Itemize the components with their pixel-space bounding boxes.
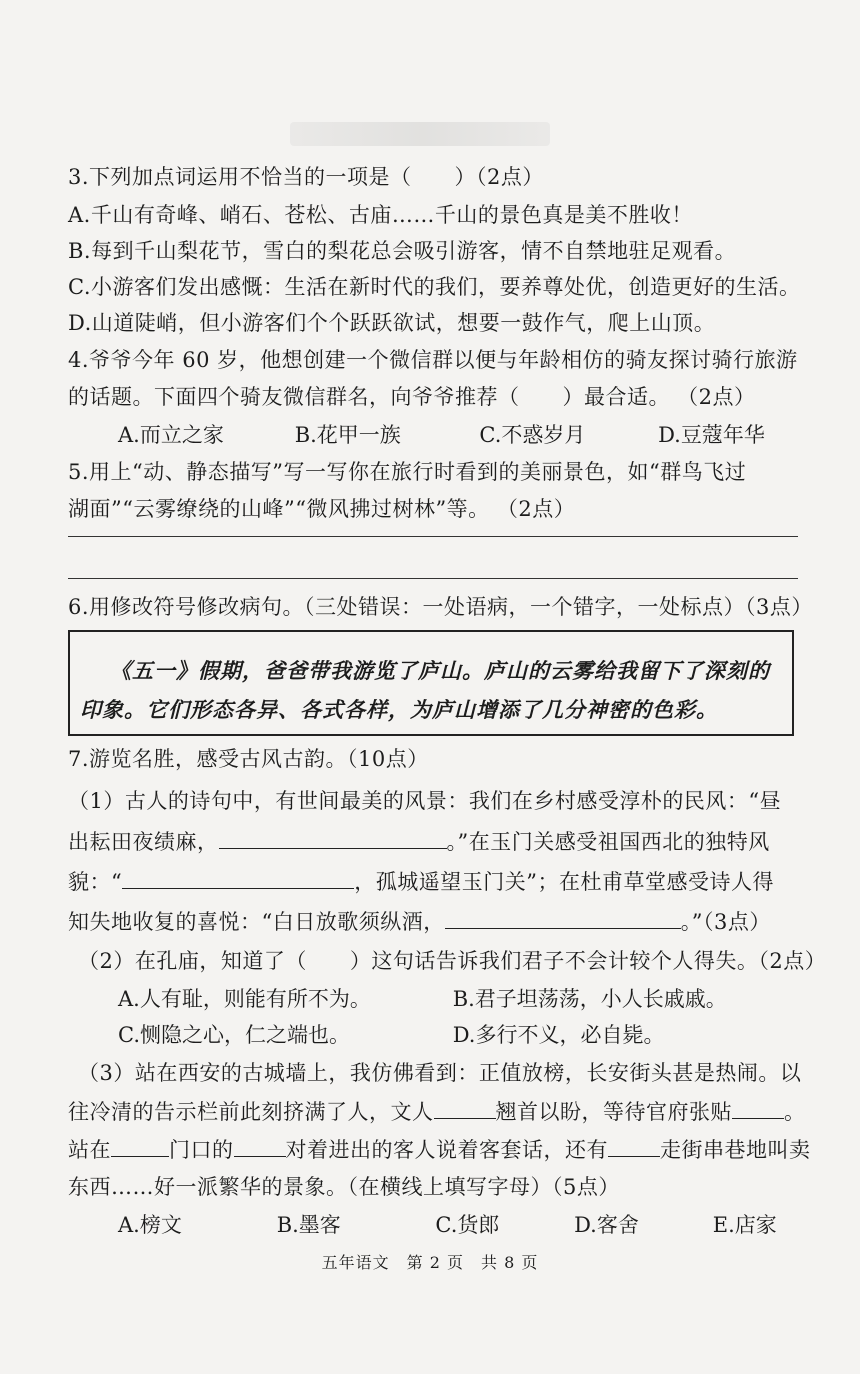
q7-part3-line1: （3）站在西安的古城墙上，我仿佛看到：正值放榜，长安街头甚是热闹。以 bbox=[78, 1061, 802, 1085]
page-footer: 五年语文 第 2 页 共 8 页 bbox=[321, 1253, 539, 1272]
q4-options bbox=[118, 420, 765, 450]
q7-part1-line3 bbox=[68, 866, 774, 897]
fill-blank-1[interactable] bbox=[219, 826, 447, 849]
fill-blank-3[interactable] bbox=[445, 906, 681, 929]
q4-option-b: B.花甲一族 bbox=[294, 423, 401, 447]
q6-stem: 6.用修改符号修改病句。（三处错误：一处语病，一个错字，一处标点）（3点） bbox=[68, 595, 813, 619]
q7-part3-option-c: C.货郎 bbox=[435, 1213, 500, 1237]
q7-part1-text-d: ，孤城遥望玉门关”；在杜甫草堂感受诗人得 bbox=[354, 870, 774, 894]
q4-stem-line2: 的话题。下面四个骑友微信群名，向爷爷推荐（ ）最合适。 （2点） bbox=[68, 385, 756, 409]
fill-blank-4[interactable] bbox=[434, 1096, 496, 1119]
q7-part2-option-a: A.人有耻，则能有所不为。 bbox=[118, 987, 371, 1011]
sentence-line-1: 《五一》假期，爸爸带我游览了庐山。庐山的云雾给我留下了深刻的 bbox=[110, 659, 770, 683]
fill-blank-5[interactable] bbox=[732, 1096, 784, 1119]
q7-part3-option-d: D.客舍 bbox=[574, 1213, 639, 1237]
q7-part3-text-d: 站在 bbox=[68, 1138, 111, 1162]
q7-part1-text-e: 知失地收复的喜悦：“白日放歌须纵酒， bbox=[68, 910, 445, 934]
q3-option-a: A.千山有奇峰、峭石、苍松、古庙……千山的景色真是美不胜收！ bbox=[68, 203, 693, 227]
q7-part3-line3 bbox=[68, 1134, 811, 1165]
fill-blank-2[interactable] bbox=[122, 866, 354, 889]
q7-part1-text-a: 出耘田夜绩麻， bbox=[68, 830, 219, 854]
answer-line-1[interactable] bbox=[68, 536, 798, 537]
q7-part3-text-b: 翘首以盼，等待官府张贴 bbox=[495, 1100, 732, 1124]
q4-option-a: A.而立之家 bbox=[118, 423, 224, 447]
q4-option-c: C.不惑岁月 bbox=[479, 423, 586, 447]
q7-part2-option-b: B.君子坦荡荡，小人长戚戚。 bbox=[452, 987, 727, 1011]
q7-part2-option-c: C.恻隐之心，仁之端也。 bbox=[118, 1023, 350, 1047]
q7-part1-line4 bbox=[68, 906, 771, 937]
fill-blank-6[interactable] bbox=[111, 1134, 169, 1157]
q7-part2-option-d: D.多行不义，必自毙。 bbox=[452, 1023, 665, 1047]
sentence-box bbox=[68, 630, 794, 736]
faded-section-header bbox=[290, 122, 550, 146]
q7-part3-option-b: B.墨客 bbox=[276, 1213, 341, 1237]
fill-blank-7[interactable] bbox=[234, 1134, 286, 1157]
q7-part1-text-f: 。”（3点） bbox=[680, 910, 771, 934]
q3-option-d: D.山道陡峭，但小游客们个个跃跃欲试，想要一鼓作气，爬上山顶。 bbox=[68, 311, 716, 335]
q7-part1-line2 bbox=[68, 826, 770, 857]
q3-option-c: C.小游客们发出感慨：生活在新时代的我们，要养尊处优，创造更好的生活。 bbox=[68, 275, 801, 299]
sentence-line-2: 印象。它们形态各异、各式各样，为庐山增添了几分神密的色彩。 bbox=[80, 698, 718, 722]
q7-part3-text-g: 走街串巷地叫卖 bbox=[660, 1138, 811, 1162]
q7-part3-line4: 东西……好一派繁华的景象。（在横线上填写字母）（5点） bbox=[68, 1175, 620, 1199]
q7-part3-option-a: A.榜文 bbox=[118, 1213, 182, 1237]
q7-part1-text-c: 貌：“ bbox=[68, 870, 123, 894]
answer-line-2[interactable] bbox=[68, 578, 798, 579]
q7-part3-text-f: 对着进出的客人说着客套话，还有 bbox=[285, 1138, 608, 1162]
q7-stem: 7.游览名胜，感受古风古韵。（10点） bbox=[68, 747, 429, 771]
q7-part3-text-e: 门口的 bbox=[169, 1138, 234, 1162]
fill-blank-8[interactable] bbox=[608, 1134, 660, 1157]
q5-stem-line2: 湖面”“云雾缭绕的山峰”“微风拂过树林”等。 （2点） bbox=[68, 497, 576, 521]
q7-part3-option-e: E.店家 bbox=[712, 1213, 777, 1237]
q3-option-b: B.每到千山梨花节，雪白的梨花总会吸引游客，情不自禁地驻足观看。 bbox=[68, 239, 737, 263]
q7-part3-line2 bbox=[68, 1096, 806, 1127]
q7-part2-options-row2 bbox=[118, 1020, 664, 1050]
q7-part3-text-c: 。 bbox=[784, 1100, 806, 1124]
q7-part2-options-row1 bbox=[118, 984, 727, 1014]
q7-part3-text-a: 往冷清的告示栏前此刻挤满了人，文人 bbox=[68, 1100, 434, 1124]
q4-option-d: D.豆蔻年华 bbox=[658, 423, 765, 447]
q7-part2-stem: （2）在孔庙，知道了（ ）这句话告诉我们君子不会计较个人得失。（2点） bbox=[78, 949, 827, 973]
q7-part3-options bbox=[118, 1210, 777, 1240]
q7-part1-text-b: 。”在玉门关感受祖国西北的独特风 bbox=[446, 830, 770, 854]
q7-part1-line1: （1）古人的诗句中，有世间最美的风景：我们在乡村感受淳朴的民风：“昼 bbox=[68, 789, 782, 813]
q5-stem-line1: 5.用上“动、静态描写”写一写你在旅行时看到的美丽景色，如“群鸟飞过 bbox=[68, 460, 747, 484]
q4-stem-line1: 4.爷爷今年 60 岁，他想创建一个微信群以便与年龄相仿的骑友探讨骑行旅游 bbox=[68, 348, 798, 372]
q3-stem: 3.下列加点词运用不恰当的一项是（ ）（2点） bbox=[68, 165, 544, 189]
